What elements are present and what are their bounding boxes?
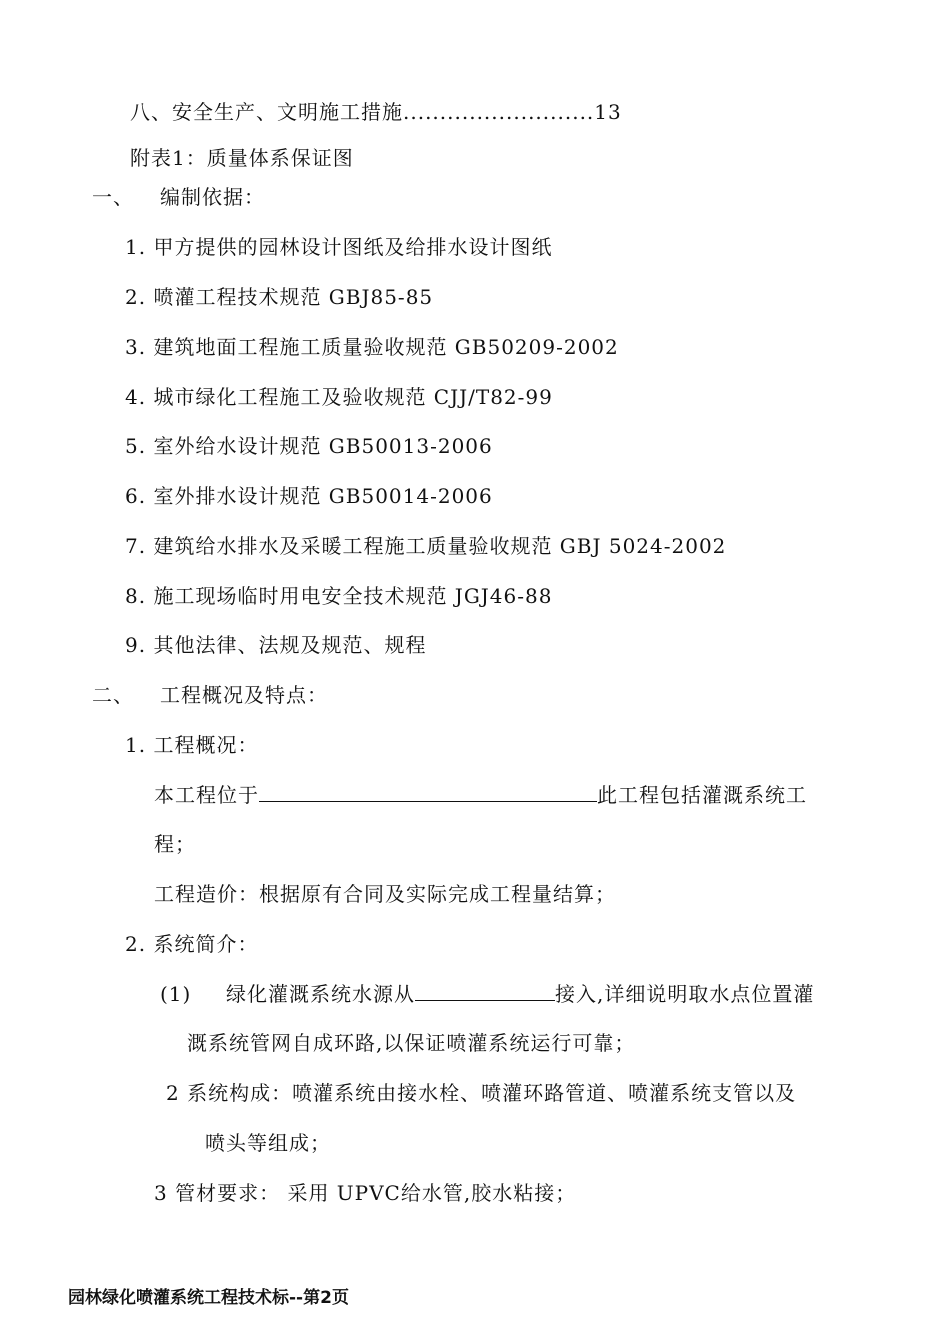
cost-line: 工程造价：根据原有合同及实际完成工程量结算； [154,882,616,906]
section-2-number: 二、 [92,683,134,707]
subsection-2-title: 2. 系统简介： [125,932,259,956]
list-item: 7. 建筑给水排水及采暖工程施工质量验收规范 GBJ 5024-2002 [125,534,727,558]
para-1-number: (1) [160,982,192,1006]
para-2-cont: 喷头等组成； [205,1131,331,1155]
para-1-cont: 溉系统管网自成环路,以保证喷灌系统运行可靠； [187,1031,636,1055]
list-item: 8. 施工现场临时用电安全技术规范 JGJ46-88 [125,584,553,608]
toc-item-8: 八、安全生产、文明施工措施..........................13 [130,100,622,124]
para-1-suffix: 接入,详细说明取水点位置灌 [555,982,815,1006]
para-1-line [226,982,814,1006]
water-source-blank [415,982,555,1001]
section-1-number: 一、 [92,185,134,209]
list-item: 6. 室外排水设计规范 GB50014-2006 [125,484,493,508]
list-item: 1. 甲方提供的园林设计图纸及给排水设计图纸 [125,235,553,259]
section-2-title: 工程概况及特点： [160,683,328,707]
location-suffix: 此工程包括灌溉系统工 [597,783,807,807]
location-prefix: 本工程位于 [154,783,259,807]
location-blank [259,783,597,802]
list-item: 9. 其他法律、法规及规范、规程 [125,633,427,657]
page-footer: 园林绿化喷灌系统工程技术标--第2页 [68,1288,349,1308]
para-1-prefix: 绿化灌溉系统水源从 [226,982,415,1006]
para-3: 3 管材要求： 采用 UPVC给水管,胶水粘接； [154,1181,577,1205]
subsection-1-title: 1. 工程概况： [125,733,259,757]
list-item: 3. 建筑地面工程施工质量验收规范 GB50209-2002 [125,335,619,359]
location-line [154,783,807,807]
para-2: 2 系统构成：喷灌系统由接水栓、喷灌环路管道、喷灌系统支管以及 [166,1081,797,1105]
list-item: 2. 喷灌工程技术规范 GBJ85-85 [125,285,434,309]
location-cont: 程； [154,832,196,856]
section-1-title: 编制依据： [160,185,265,209]
list-item: 5. 室外给水设计规范 GB50013-2006 [125,434,493,458]
toc-appendix-1: 附表1：质量体系保证图 [130,146,354,170]
list-item: 4. 城市绿化工程施工及验收规范 CJJ/T82-99 [125,385,553,409]
